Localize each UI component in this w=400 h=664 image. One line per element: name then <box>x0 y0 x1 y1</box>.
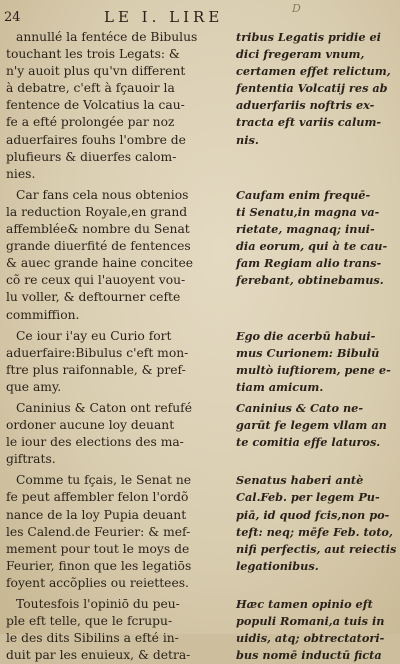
running-title: LE I. LIRE <box>104 8 224 26</box>
text-line: plufieurs & diuerfes calom- <box>6 149 177 164</box>
bleed-through-text: D <box>292 2 301 15</box>
paragraph <box>6 187 228 324</box>
paragraph <box>6 29 228 183</box>
margin-line: legationibus. <box>236 558 319 573</box>
margin-line: fam Regiam alio trans- <box>236 256 382 271</box>
margin-line: bus nomē inductū ficta <box>236 648 382 663</box>
text-line: fe a efté prolongée par noz <box>6 115 175 130</box>
text-line: duit par les enuieux, & detra- <box>6 648 191 663</box>
text-line: commiffion. <box>6 307 80 322</box>
margin-line: garūt fe legem vllam an <box>236 418 387 433</box>
margin-line: tiam amicum. <box>236 379 324 394</box>
marginal-note <box>236 187 396 324</box>
margin-line: Ego die acerbū habui- <box>236 328 376 343</box>
text-line: fentence de Volcatius la cau- <box>6 98 185 113</box>
margin-line: multò iuftiorem, pene e- <box>236 362 391 377</box>
text-line: Car fans cela nous obtenios <box>16 187 189 202</box>
margin-line: dici fregeram vnum, <box>236 47 365 62</box>
margin-line: piā, id quod fcis,non po- <box>236 507 390 522</box>
text-line: Comme tu fçais, le Senat ne <box>16 473 192 488</box>
margin-line: Caninius & Cato ne- <box>236 400 364 415</box>
text-line: Feurier, finon que les legatiōs <box>6 558 192 573</box>
text-line: ftre plus raifonnable, & pref- <box>6 362 186 377</box>
text-line: grande diuerfité de fentences <box>6 239 191 254</box>
marginal-note <box>236 472 396 592</box>
margin-line <box>236 149 396 166</box>
margin-line <box>236 166 396 183</box>
text-line: à debatre, c'eft à fçauoir la <box>6 81 175 96</box>
text-line: touchant les trois Legats: & <box>6 47 180 62</box>
margin-line: Hæc tamen opinio eft <box>236 597 373 611</box>
text-line: Ce iour i'ay eu Curio fort <box>16 328 172 343</box>
main-text-column <box>6 29 228 664</box>
marginal-note <box>236 596 396 664</box>
margin-line: fententia Volcatij res ab <box>236 81 388 96</box>
text-line: & auec grande haine concitee <box>6 256 194 271</box>
margin-line <box>236 307 396 324</box>
margin-line: ti Senatu,in magna va- <box>236 204 380 219</box>
paragraph <box>6 472 228 592</box>
page-number: 24 <box>4 10 21 25</box>
marginal-latin-column <box>236 29 396 664</box>
text-line: nies. <box>6 166 36 181</box>
text-line: que amy. <box>6 379 62 394</box>
text-line: affemblée& nombre du Senat <box>6 222 190 237</box>
text-line: ordoner aucune loy deuant <box>6 418 175 433</box>
marginal-note <box>236 29 396 183</box>
margin-line: uidis, atq; obtrectatori- <box>236 631 385 646</box>
text-line: annullé la fentéce de Bibulus <box>16 30 198 44</box>
margin-line: mus Curionem: Bibulū <box>236 345 380 360</box>
margin-line: ferebant, obtinebamus. <box>236 273 384 288</box>
text-line: ple eft telle, que le fcrupu- <box>6 614 173 629</box>
margin-line: nifi perfectis, aut reiectis <box>236 541 397 556</box>
margin-line: Senatus haberi antè <box>236 473 364 488</box>
text-line: lu voller, & deftourner cefte <box>6 290 181 305</box>
text-line: giftrats. <box>6 452 56 467</box>
margin-line: rietate, magnaq; inui- <box>236 222 375 237</box>
text-line: cõ re ceux qui l'auoyent vou- <box>6 273 186 288</box>
margin-line: tribus Legatis pridie ei <box>236 30 381 44</box>
margin-line: tracta eft variis calum- <box>236 115 382 130</box>
paragraph <box>6 400 228 468</box>
margin-line: te comitia effe laturos. <box>236 435 381 450</box>
margin-line <box>236 451 396 468</box>
margin-line: Caufam enim frequē- <box>236 187 371 202</box>
paragraph <box>6 596 228 664</box>
text-line: n'y auoit plus qu'vn different <box>6 64 186 79</box>
marginal-note <box>236 328 396 396</box>
text-line: aduerfaire:Bibulus c'eft mon- <box>6 345 189 360</box>
text-line: foyent accõplies ou reiettees. <box>6 575 189 590</box>
page-header <box>0 2 400 28</box>
text-line: le des dits Sibilins a efté in- <box>6 631 179 646</box>
text-line: fe peut affembler felon l'ordõ <box>6 490 189 505</box>
margin-line: teft: neq; mēfe Feb. toto, <box>236 524 393 539</box>
margin-line: populi Romani,a tuis in <box>236 614 385 629</box>
text-line: les Calend.de Feurier: & mef- <box>6 524 191 539</box>
margin-line: certamen effet relictum, <box>236 64 391 79</box>
margin-line: nis. <box>236 132 259 147</box>
text-line: la reduction Royale,en grand <box>6 204 188 219</box>
marginal-note <box>236 400 396 468</box>
margin-line <box>236 575 396 592</box>
text-line: mement pour tout le moys de <box>6 541 190 556</box>
margin-line: dia eorum, qui à te cau- <box>236 239 388 254</box>
text-line: Toutesfois l'opiniō du peu- <box>16 597 180 611</box>
text-line: aduerfaires fouhs l'ombre de <box>6 132 186 147</box>
text-line: le iour des elections des ma- <box>6 435 184 450</box>
text-line: Caninius & Caton ont refufé <box>16 400 192 415</box>
margin-line: aduerfariis noftris ex- <box>236 98 375 113</box>
paragraph <box>6 328 228 396</box>
text-line: nance de la loy Pupia deuant <box>6 507 187 522</box>
margin-line: Cal.Feb. per legem Pu- <box>236 490 380 505</box>
margin-line <box>236 289 396 306</box>
